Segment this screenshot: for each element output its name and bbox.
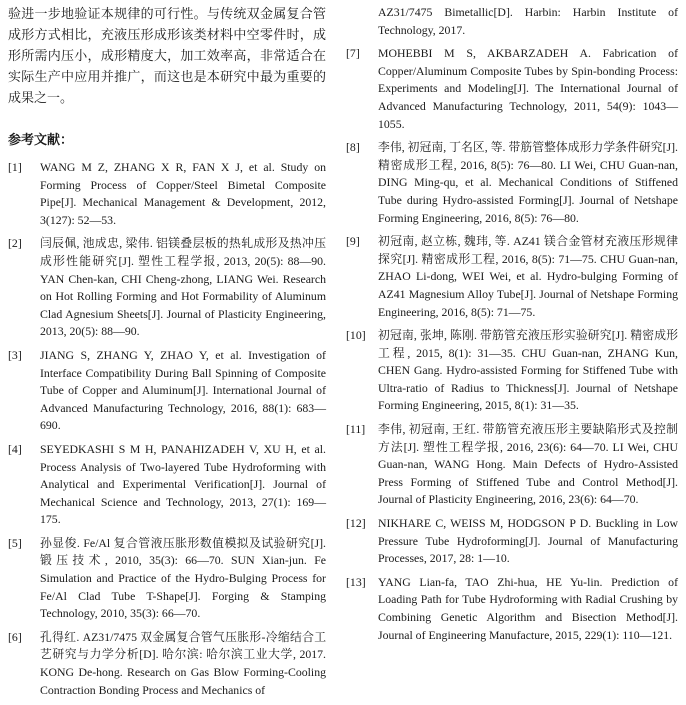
reference-number: [4] [8,441,22,456]
reference-item [346,233,678,321]
reference-text: 孔得红. AZ31/7475 双金属复合管气压胀形-冷缩结合工艺研究与力学分析[D]. 哈尔滨: 哈尔滨工业大学, 2017. KONG De-hong. Research on Gas Blow Forming-Cooling Contraction Bonding Process and Mechanics of [40,629,326,697]
reference-text: SEYEDKASHI S M H, PANAHIZADEH V, XU H, et al. Process Analysis of Two-layered Tube Hydroforming with Analytical and Experimental Verification[J]. Journal of Mechanical Science and Technology, 2013, 27(1): 169—175. [40,441,326,527]
reference-text: 初冠南, 赵立栋, 魏玮, 等. AZ41 镁合金管材充液压形规律探究[J]. 精密成形工程, 2016, 8(5): 71—75. CHU Guan-nan, ZHAO Li-dong, WEI Wei, et al. Hydro-bulging Forming of AZ41 Magnesium Alloy Tube[J]. Journal of Netshape Forming Engineering, 2016, 8(5): 71—75. [378,234,678,319]
reference-item [8,159,326,229]
reference-item [8,535,326,623]
reference-number: [7] [346,46,360,61]
reference-text: YANG Lian-fa, TAO Zhi-hua, HE Yu-lin. Prediction of Loading Path for Tube Hydroforming with Radial Crushing by Combining Genetic Algorithm and Bisection Method[J]. Journal of Engineering Manufacture, 2015, 229(1): 110—121. [378,574,678,642]
body-paragraph: 验进一步地验证本规律的可行性。与传统双金属复合管成形方式相比，充液压形成形该类材料中空零件时，成形所需内压小，成形精度大，加工效率高，非常适合在实际生产中应用并推广，而这也是本研究中最为重要的成果之一。 [8,7,326,106]
reference-text: 李伟, 初冠南, 丁名区, 等. 带筋管整体成形力学条件研究[J]. 精密成形工程, 2016, 8(5): 76—80. LI Wei, CHU Guan-nan, DING Ming-qu, et al. Mechanical Conditions of Stiffened Tube during Hydro-assisted Forming[J]. Journal of Netshape Forming Engineering, 2016, 8(5): 76—80. [378,140,678,225]
reference-text: 孙显俊. Fe/Al 复合管液压胀形数值模拟及试验研究[J]. 锻压技术, 2010, 35(3): 66—70. SUN Xian-jun. Fe Simulation and Practice of the Hydro-Bulging Process for Fe/Al Clad Tube T-Shape[J]. Forging & Stamping Technology, 2010, 35(3): 66—70. [40,535,326,621]
reference-number: [8] [346,140,360,155]
reference-text: 李伟, 初冠南, 王红. 带筋管充液压形主要缺陷形式及控制方法[J]. 塑性工程学报, 2016, 23(6): 64—70. LI Wei, CHU Guan-nan, WANG Hong. Main Defects of Hydro-Assisted Press Forming of Stiffened Tube and Control Method[J]. Journal of Plasticity Engineering, 2016, 23(6): 64—70. [378,422,678,507]
reference-item [346,139,678,227]
reference-item [346,574,678,644]
reference-number: [3] [8,347,22,362]
reference-number: [6] [8,629,22,644]
reference-item [346,327,678,415]
right-column [346,4,678,650]
reference-item [346,45,678,133]
reference-number: [2] [8,236,22,251]
reference-number: [5] [8,535,22,550]
left-column [8,4,326,705]
reference-text: MOHEBBI M S, AKBARZADEH A. Fabrication of Copper/Aluminum Composite Tubes by Spin-bonding Process: Experiments and Modeling[J]. The International Journal of Advanced Manufacturing Technology, 2011, 54(9): 1043—1055. [378,46,678,131]
reference-item [346,515,678,568]
reference-item [346,421,678,509]
reference-text: NIKHARE C, WEISS M, HODGSON P D. Buckling in Low Pressure Tube Hydroforming[J]. Journal of Manufacturing Processes, 2017, 28: 1—10. [378,516,678,566]
reference-text: 闫辰佩, 池成忠, 梁伟. 铝镁叠层板的热轧成形及热冲压成形性能研究[J]. 塑性工程学报, 2013, 20(5): 88—90. YAN Chen-kan, CHI Cheng-zhong, LIANG Wei. Research on Hot Rolling Forming and Hot Formability of Aluminum Clad Agnesium Sheets[J]. Journal of Plasticity Engineering, 2013, 20(5): 88—90. [40,236,326,339]
reference-item [8,235,326,341]
reference-number: [11] [346,422,366,437]
reference-item [8,347,326,435]
reference-text: JIANG S, ZHANG Y, ZHAO Y, et al. Investigation of Interface Compatibility During Ball Spinning of Composite Tube of Copper and Aluminum[J]. International Journal of Advanced Manufacturing Technology, 2016, 88(1): 683—690. [40,347,326,433]
reference-number: [13] [346,574,366,589]
reference-number: [9] [346,234,360,249]
reference-item [8,441,326,529]
reference-number: [10] [346,328,366,343]
reference-number: [1] [8,160,22,174]
reference-number: [12] [346,516,366,531]
reference-text: 初冠南, 张坤, 陈刚. 带筋管充液压形实验研究[J]. 精密成形工程, 2015, 8(1): 31—35. CHU Guan-nan, ZHANG Kun, CHEN Gang. Hydro-assisted Forming for Stiffened Tube with Ultra-ratio of Radius to Thickness[J]. Journal of Netshape Forming Engineering, 2015, 8(1): 31—35. [378,328,678,413]
reference-continuation: AZ31/7475 Bimetallic[D]. Harbin: Harbin Institute of Technology, 2017. [378,5,678,37]
references-title: 参考文献： [8,133,74,148]
reference-text: WANG M Z, ZHANG X R, FAN X J, et al. Study on Forming Process of Copper/Steel Bimetal Composite Pipe[J]. Mechanical Management & Development, 2012, 3(127): 52—53. [40,160,326,227]
reference-item [8,629,326,699]
